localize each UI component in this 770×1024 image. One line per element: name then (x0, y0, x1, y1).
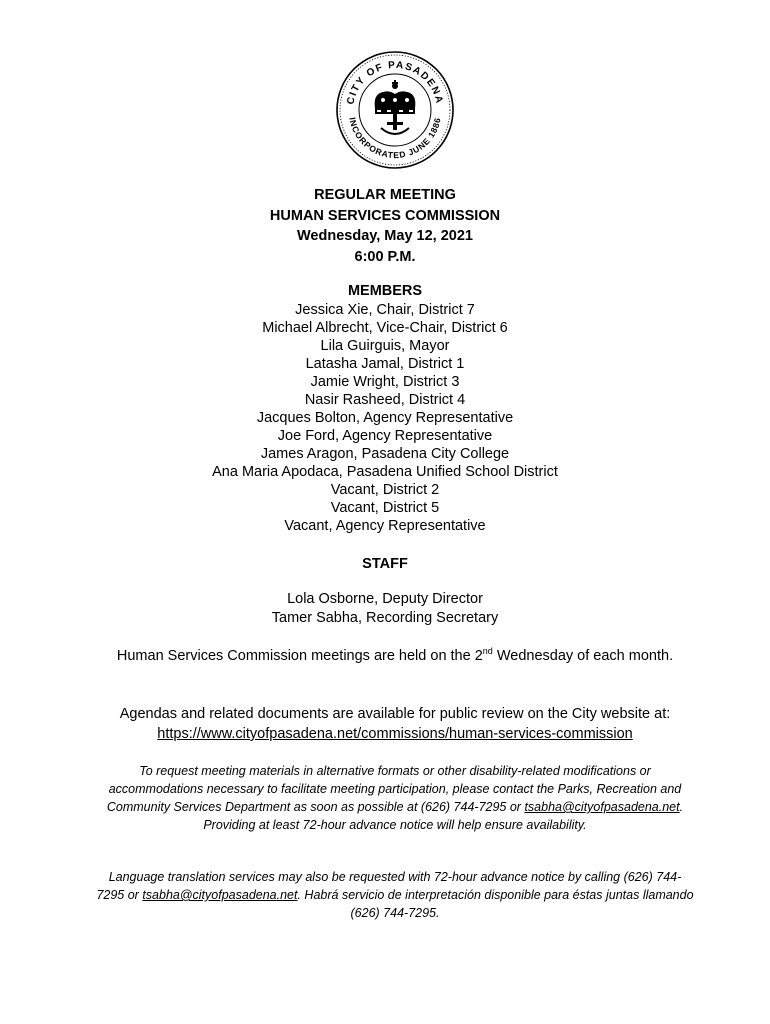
seal-text-bottom: INCORPORATED JUNE 1886 (347, 116, 443, 161)
member-item: Vacant, District 5 (330, 500, 440, 516)
city-seal-logo (335, 50, 455, 170)
staff-email-link[interactable]: tsabha@cityofpasadena.net (524, 800, 680, 814)
commission-website-link[interactable]: https://www.cityofpasadena.net/commissions/human-services-commission (157, 726, 633, 742)
meeting-header (0, 185, 770, 267)
staff-heading: STAFF (362, 556, 408, 572)
accommodation-notice: To request meeting materials in alternative formats or other disability-related modifications or accommodations necessary to facilitate meeting participation, please contact the Parks, Recreation and Community Services Department as soon as possible at (626) 744-7295 or tsabha@cityofpasadena.net. Providing at least 72-hour advance notice will help ensure availability. (106, 764, 684, 832)
meeting-time: 6:00 P.M. (354, 248, 416, 265)
member-item: Vacant, Agency Representative (284, 518, 486, 534)
member-item: Ana Maria Apodaca, Pasadena Unified School District (212, 464, 558, 480)
member-item: Jessica Xie, Chair, District 7 (295, 302, 475, 318)
commission-name: HUMAN SERVICES COMMISSION (269, 207, 501, 224)
member-item: Nasir Rasheed, District 4 (304, 392, 466, 408)
meeting-schedule-paragraph: Human Services Commission meetings are held on the 2nd Wednesday of each month. (116, 646, 674, 664)
staff-list (0, 590, 770, 627)
member-item: Latasha Jamal, District 1 (305, 356, 465, 372)
seal-text-top: CITY OF PASADENA (345, 59, 445, 106)
agendas-paragraph: Agendas and related documents are available for public review on the City website at: https://www.cityofpasadena.net/commissions/human-services-commission (119, 706, 671, 742)
member-item: James Aragon, Pasadena City College (260, 446, 510, 462)
translation-email-link[interactable]: tsabha@cityofpasadena.net (142, 888, 298, 902)
member-item: Michael Albrecht, Vice-Chair, District 6 (262, 320, 508, 336)
meeting-type: REGULAR MEETING (314, 187, 456, 203)
staff-item: Lola Osborne, Deputy Director (287, 591, 483, 607)
member-item: Vacant, District 2 (330, 482, 440, 498)
member-item: Jacques Bolton, Agency Representative (256, 410, 514, 426)
member-item: Joe Ford, Agency Representative (277, 428, 493, 444)
member-item: Jamie Wright, District 3 (310, 374, 460, 390)
members-heading: MEMBERS (347, 283, 423, 299)
meeting-date: Wednesday, May 12, 2021 (297, 228, 473, 244)
member-item: Lila Guirguis, Mayor (320, 338, 450, 354)
staff-item: Tamer Sabha, Recording Secretary (271, 609, 499, 626)
translation-notice: Language translation services may also be requested with 72-hour advance notice by calling (626) 744-7295 or tsabha@cityofpasadena.net. Habrá servicio de interpretación disponible para éstas juntas llamando (626) 744-7295. (96, 870, 694, 920)
members-list (0, 301, 770, 535)
